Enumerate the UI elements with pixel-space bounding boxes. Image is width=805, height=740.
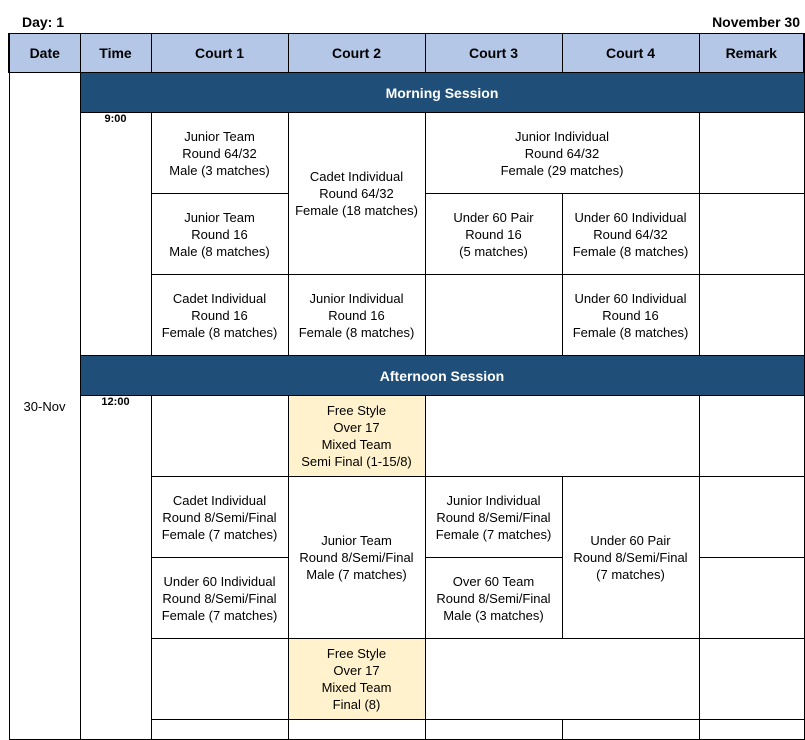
event-cell: Over 60 Team Round 8/Semi/Final Male (3 matches) [425, 558, 562, 639]
schedule-table [8, 33, 805, 740]
empty-cell [425, 396, 699, 477]
empty-cell [425, 720, 562, 740]
remark-cell [699, 558, 804, 639]
event-cell: Under 60 Individual Round 64/32 Female (8 matches) [562, 194, 699, 275]
remark-cell [699, 113, 804, 194]
remark-cell [699, 477, 804, 558]
empty-cell [151, 720, 288, 740]
col-header-remark: Remark [699, 34, 804, 73]
remark-cell [699, 720, 804, 740]
event-cell: Junior Individual Round 64/32 Female (29 matches) [425, 113, 699, 194]
event-cell: Cadet Individual Round 64/32 Female (18 matches) [288, 113, 425, 275]
afternoon-time: 12:00 [80, 396, 151, 740]
remark-cell [699, 275, 804, 356]
remark-cell [699, 639, 804, 720]
event-cell: Junior Team Round 64/32 Male (3 matches) [151, 113, 288, 194]
morning-session-banner: Morning Session [80, 73, 804, 113]
empty-cell [151, 639, 288, 720]
col-header-court-4: Court 4 [562, 34, 699, 73]
remark-cell [699, 396, 804, 477]
date-label: November 30 [712, 14, 800, 30]
empty-cell [425, 639, 699, 720]
empty-cell [151, 396, 288, 477]
event-cell: Under 60 Pair Round 8/Semi/Final (7 matches) [562, 477, 699, 639]
event-cell: Junior Individual Round 16 Female (8 matches) [288, 275, 425, 356]
col-header-court-3: Court 3 [425, 34, 562, 73]
event-cell: Under 60 Individual Round 8/Semi/Final Female (7 matches) [151, 558, 288, 639]
col-header-date: Date [9, 34, 80, 73]
morning-time: 9:00 [80, 113, 151, 356]
afternoon-session-banner: Afternoon Session [80, 356, 804, 396]
event-cell: Cadet Individual Round 8/Semi/Final Female (7 matches) [151, 477, 288, 558]
col-header-time: Time [80, 34, 151, 73]
empty-cell [562, 720, 699, 740]
col-header-court-2: Court 2 [288, 34, 425, 73]
event-cell: Junior Team Round 8/Semi/Final Male (7 matches) [288, 477, 425, 639]
event-cell: Junior Individual Round 8/Semi/Final Female (7 matches) [425, 477, 562, 558]
empty-cell [288, 720, 425, 740]
event-cell-highlighted: Free Style Over 17 Mixed Team Semi Final (1-15/8) [288, 396, 425, 477]
header-row [9, 34, 804, 73]
day-label: Day: 1 [22, 14, 65, 30]
event-cell: Under 60 Individual Round 16 Female (8 matches) [562, 275, 699, 356]
date-cell: 30-Nov [9, 73, 80, 740]
empty-cell [425, 275, 562, 356]
remark-cell [699, 194, 804, 275]
event-cell: Under 60 Pair Round 16 (5 matches) [425, 194, 562, 275]
event-cell: Junior Team Round 16 Male (8 matches) [151, 194, 288, 275]
event-cell: Cadet Individual Round 16 Female (8 matches) [151, 275, 288, 356]
col-header-court-1: Court 1 [151, 34, 288, 73]
event-cell-highlighted: Free Style Over 17 Mixed Team Final (8) [288, 639, 425, 720]
